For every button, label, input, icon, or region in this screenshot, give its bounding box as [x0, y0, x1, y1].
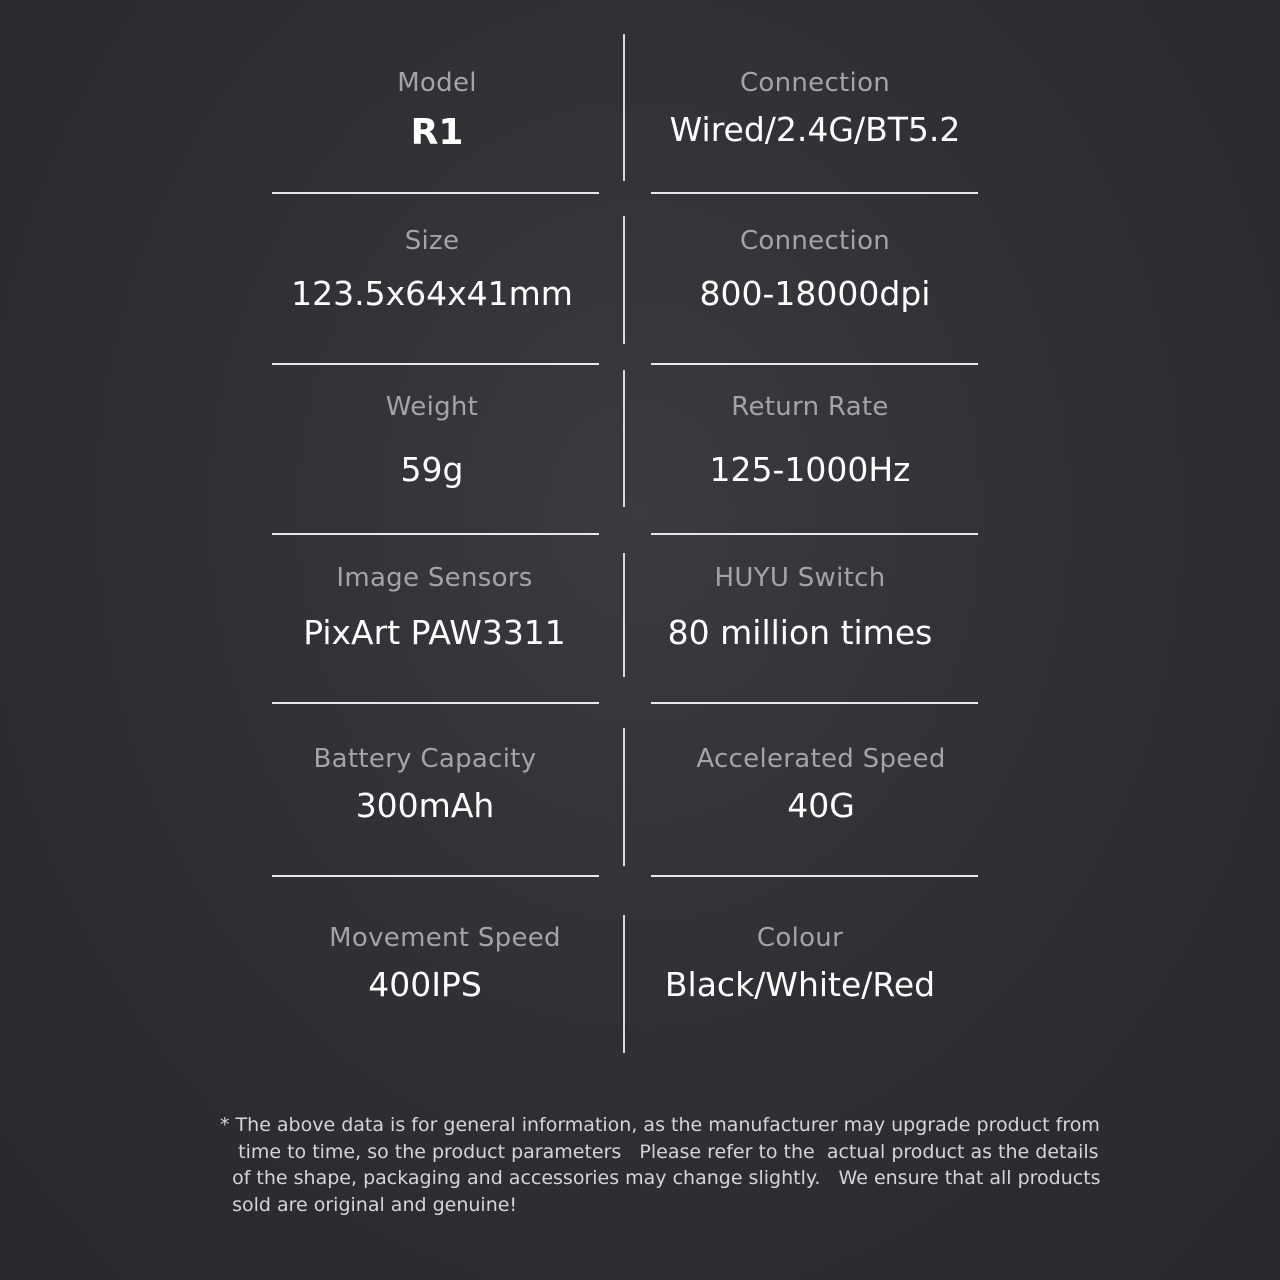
spec-return-rate: [640, 392, 980, 489]
spec-value: 123.5x64x41mm: [291, 274, 573, 313]
row-divider-left: [272, 192, 599, 194]
column-divider: [623, 915, 625, 1053]
column-divider: [623, 34, 625, 181]
spec-value: 80 million times: [667, 613, 933, 652]
spec-value: PixArt PAW3311: [303, 613, 566, 652]
column-divider: [623, 216, 625, 344]
footnote-line: time to time, so the product parameters Please refer to the actual product as the details: [220, 1140, 1099, 1163]
spec-size: [262, 226, 602, 313]
row-divider-right: [651, 702, 978, 704]
spec-movement-speed: [270, 923, 620, 1004]
row-divider-left: [272, 533, 599, 535]
spec-label: Colour: [756, 923, 844, 953]
spec-value: Black/White/Red: [664, 965, 936, 1004]
column-divider: [623, 728, 625, 866]
spec-label: Image Sensors: [336, 563, 533, 593]
spec-label: Connection: [739, 226, 891, 256]
row-divider-left: [272, 875, 599, 877]
spec-dpi: [645, 226, 985, 313]
column-divider: [623, 370, 625, 507]
footnote-line: of the shape, packaging and accessories may change slightly. We ensure that all products: [220, 1167, 1101, 1189]
spec-value: 125-1000Hz: [709, 450, 911, 489]
spec-battery: [255, 744, 595, 825]
column-divider: [623, 553, 625, 677]
row-divider-left: [272, 363, 599, 365]
spec-acceleration: [640, 744, 1002, 825]
spec-value: 59g: [400, 450, 464, 489]
spec-value: 40G: [787, 786, 855, 825]
row-divider-left: [272, 702, 599, 704]
spec-label: Accelerated Speed: [696, 744, 946, 774]
spec-label: HUYU Switch: [714, 563, 886, 593]
spec-label: Size: [404, 226, 460, 256]
spec-label: Model: [397, 68, 477, 98]
row-divider-right: [651, 533, 978, 535]
spec-label: Weight: [385, 392, 479, 422]
spec-colour: [630, 923, 970, 1004]
spec-label: Return Rate: [731, 392, 889, 422]
row-divider-right: [651, 363, 978, 365]
footnote-line: * The above data is for general information, as the manufacturer may upgrade product from: [220, 1114, 1100, 1136]
spec-value: Wired/2.4G/BT5.2: [669, 110, 961, 149]
spec-weight: [262, 392, 602, 489]
spec-model: [272, 68, 602, 153]
footnote-line: sold are original and genuine!: [220, 1193, 518, 1216]
spec-switch: [630, 563, 970, 652]
spec-value: 800-18000dpi: [699, 274, 931, 313]
spec-label: Battery Capacity: [313, 744, 537, 774]
spec-image-sensor: [262, 563, 607, 652]
disclaimer-footnote: [220, 1112, 1101, 1218]
spec-value: 400IPS: [368, 965, 482, 1004]
spec-value: 300mAh: [355, 786, 495, 825]
spec-value: R1: [410, 112, 464, 153]
spec-label: Connection: [739, 68, 891, 98]
row-divider-right: [651, 192, 978, 194]
spec-connection: [645, 68, 985, 149]
spec-label: Movement Speed: [329, 923, 561, 953]
row-divider-right: [651, 875, 978, 877]
